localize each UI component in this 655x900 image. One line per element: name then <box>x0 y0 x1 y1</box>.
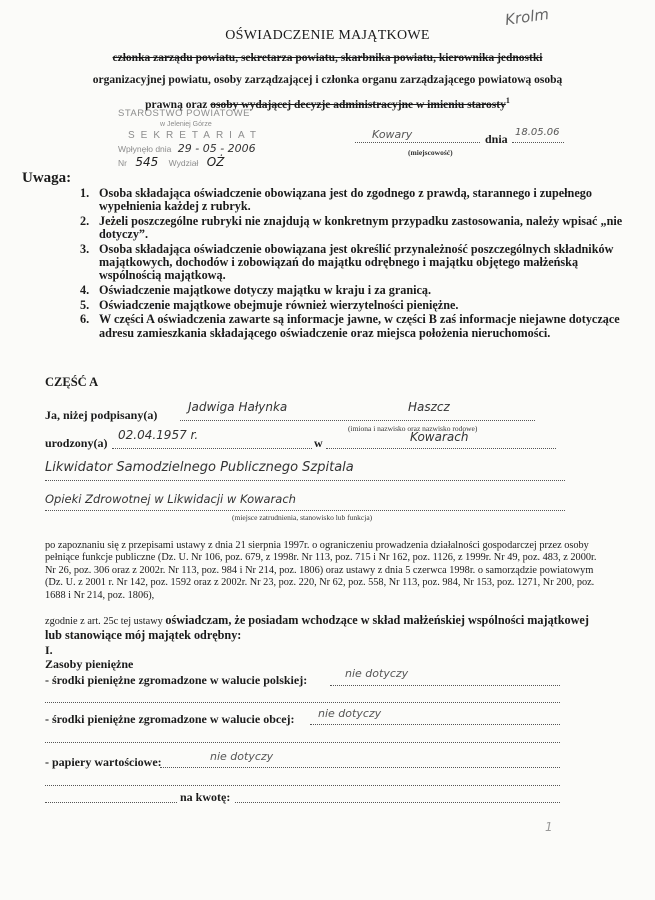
born-label: urodzony(a) <box>45 436 108 450</box>
declaration-bold: oświadczam, że posiadam wchodzące w skład małżeńskiej wspólności majątkowej lub stanowiące mój majątek odrębny: <box>45 613 589 642</box>
born-place: Kowarach <box>410 430 469 444</box>
pln-dotted-line-2 <box>45 702 560 703</box>
date-value: 18.05.06 <box>515 127 560 138</box>
job-line-2: Opieki Zdrowotnej w Likwidacji w Kowarach <box>45 492 296 506</box>
place-caption: (miejscowość) <box>408 148 453 157</box>
note-item: 2. Jeżeli poszczególne rubryki nie znajdują w konkretnym przypadku zastosowania, należy wpisać „nie dotyczy”. <box>80 213 623 242</box>
amount-dotted-line <box>235 802 560 803</box>
part-a-heading: CZĘŚĆ A <box>45 375 99 389</box>
section-roman-numeral: I. <box>45 643 53 657</box>
stamp-number-label: Nr <box>118 158 127 168</box>
note-item: 5. Oświadczenie majątkowe obejmuje również wierzytelności pieniężne. <box>80 297 459 312</box>
foreign-label: - środki pieniężne zgromadzone w walucie obcej: <box>45 712 295 726</box>
born-date-dotted-line <box>112 448 312 449</box>
pln-value: nie dotyczy <box>345 667 409 680</box>
pln-dotted-line <box>330 685 560 686</box>
stamp-city: w Jeleniej Górze <box>160 121 212 128</box>
stamp-dept-label: Wydział <box>168 158 199 168</box>
job-line-1: Likwidator Samodzielnego Publicznego Szpitala <box>45 460 354 475</box>
names-caption: (imiona i nazwisko oraz nazwisko rodowe) <box>348 424 478 433</box>
foreign-value: nie dotyczy <box>318 707 382 720</box>
subtitle-line-3-text: prawną oraz <box>145 98 211 111</box>
subtitle-line-1: członka zarządu powiatu, sekretarza powiatu, skarbnika powiatu, kierownika jednostki <box>112 52 543 64</box>
signed-surname: Haszcz <box>408 400 450 414</box>
stamp-number-value: 545 <box>135 155 159 169</box>
corner-handwritten-note: Krolm <box>503 5 551 29</box>
foreign-dotted-line-2 <box>45 742 560 743</box>
legal-basis-text: po zapoznaniu się z przepisami ustawy z dnia 21 sierpnia 1997r. o ograniczeniu prowadzenia działalności gospodarczej przez osoby pełniące funkcje publiczne (Dz. U. Nr 106, poz. 679, z 1998r. Nr 113, poz. 715 i Nr 162, poz. 1126, z 1999r. Nr 49, poz. 483, z 2000r. Nr 26, poz. 306 oraz z 2002r. Nr 113, poz. 984 i Nr 214, poz. 1806) oraz ustawy z dnia 5 czerwca 1998r. o samorządzie powiatowym (Dz. U. z 2001 r. Nr 142, poz. 1592 oraz z 2002r. Nr 23, poz. 220, Nr 62, poz. 558, Nr 113, poz. 984, Nr 153, poz. 1271, Nr 200, poz. 1688 i Nr 214, poz. 1806), <box>45 540 597 601</box>
office-stamp <box>118 108 262 169</box>
amount-dotted-prefix <box>45 802 177 803</box>
declaration-statement <box>45 614 605 642</box>
note-item: 6. W części A oświadczenia zawarte są informacje jawne, w części B zaś informacje niejawne dotyczące adresu zamieszkania składającego oświadczenie oraz miejsca położenia nieruchomości. <box>80 312 620 340</box>
stamp-number-row <box>118 157 262 169</box>
declaration-lead: zgodnie z art. 25c tej ustawy <box>45 616 166 627</box>
stamp-department: SEKRETARIAT <box>128 130 262 141</box>
job-dotted-line-2 <box>45 510 565 511</box>
note-item: 3. Osoba składająca oświadczenie obowiązana jest określić przynależność poszczególnych składników majątkowych, dochodów i zobowiązań do majątku odrębnego i majątku objętego małżeńską wspólnością majątkową. <box>80 241 614 283</box>
pln-label: - środki pieniężne zgromadzone w walucie polskiej: <box>45 673 308 687</box>
job-caption: (miejsce zatrudnienia, stanowisko lub funkcja) <box>232 513 373 522</box>
foreign-dotted-line <box>310 724 560 725</box>
signed-dotted-line <box>180 420 535 421</box>
subtitle-line-2 <box>10 74 645 86</box>
subtitle-line-2-text: organizacyjnej powiatu, osoby zarządzającej i członka organu zarządzającego powiatową osobą <box>92 74 563 86</box>
securities-dotted-line <box>160 767 560 768</box>
signed-name: Jadwiga Hałynka <box>188 400 288 414</box>
stamp-received-date: 29 - 05 - 2006 <box>177 142 256 155</box>
subtitle-line-3 <box>10 96 645 111</box>
amount-label: na kwotę: <box>180 790 231 804</box>
stamp-received-row <box>118 143 262 155</box>
place-value: Kowary <box>372 128 413 141</box>
securities-dotted-line-2 <box>45 785 560 786</box>
stamp-received-label: Wpłynęło dnia <box>118 144 172 154</box>
born-date: 02.04.1957 r. <box>118 428 199 442</box>
document-title: OŚWIADCZENIE MAJĄTKOWE <box>225 28 430 43</box>
note-item: 1. Osoba składająca oświadczenie obowiązana jest do zgodnego z prawdą, starannego i zupełnego wypełnienia każdej z rubryk. <box>80 186 592 214</box>
date-dotted-line <box>512 142 564 143</box>
note-item: 4. Oświadczenie majątkowe dotyczy majątku w kraju i za granicą. <box>80 282 432 297</box>
notes-list <box>80 187 640 341</box>
place-dotted-line <box>355 142 480 143</box>
stamp-office-name: STAROSTWO POWIATOWE <box>118 108 250 119</box>
signed-label: Ja, niżej podpisany(a) <box>45 408 158 422</box>
page-mark: 1 <box>545 820 553 834</box>
subtitle-line-3-struck: osoby wydającej decyzje administracyjne w imieniu starosty <box>210 98 506 111</box>
job-dotted-line-1 <box>45 480 565 481</box>
stamp-dept-value: OŻ <box>206 155 225 169</box>
securities-label: - papiery wartościowe: <box>45 755 162 769</box>
cash-heading: Zasoby pieniężne <box>45 657 134 671</box>
date-label: dnia <box>485 132 508 146</box>
footnote-mark: 1 <box>505 96 510 105</box>
born-in-label: w <box>314 436 323 450</box>
notes-heading: Uwaga: <box>22 170 72 186</box>
securities-value: nie dotyczy <box>210 750 274 763</box>
born-place-dotted-line <box>326 448 556 449</box>
